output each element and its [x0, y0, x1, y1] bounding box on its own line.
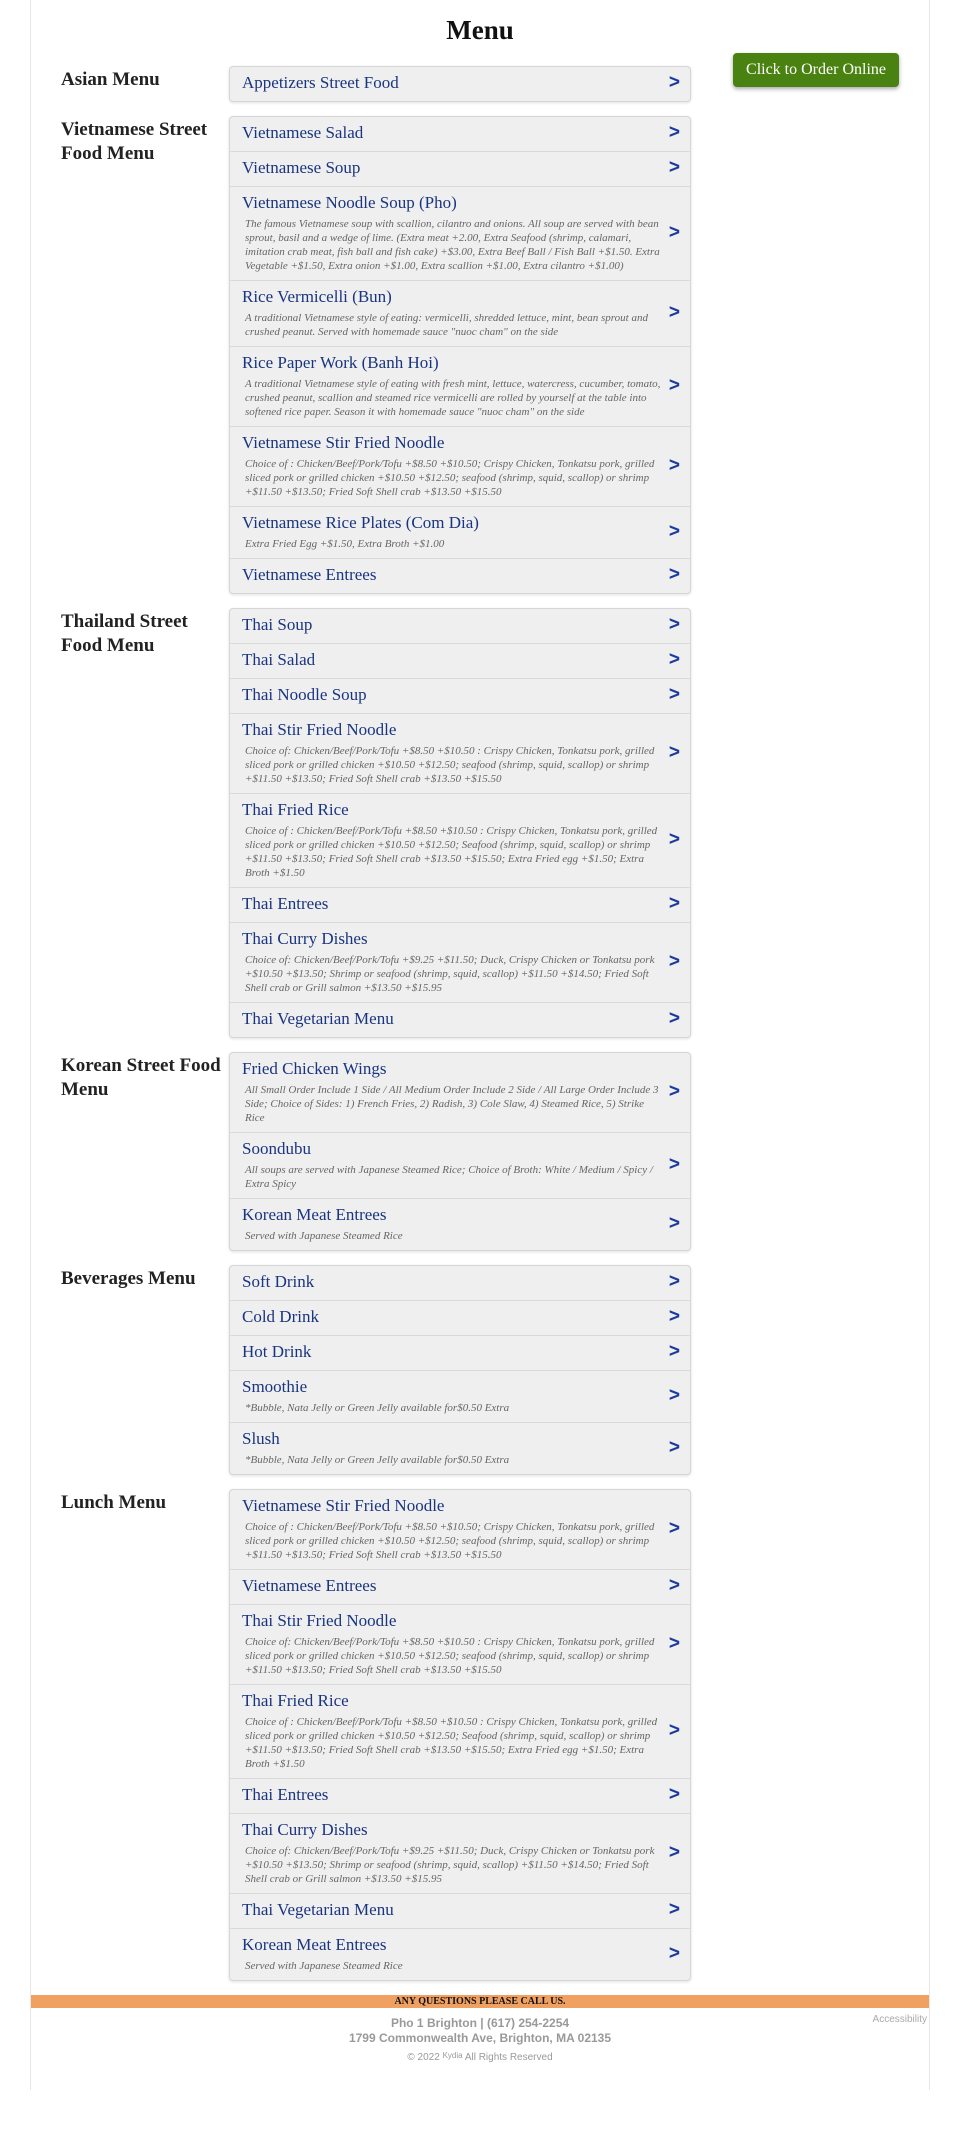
- menu-section: [61, 1489, 929, 1981]
- menu-category-item[interactable]: [230, 152, 690, 187]
- copyright: © 2022: [407, 2052, 440, 2063]
- menu-category-item[interactable]: [230, 1301, 690, 1336]
- menu-category-description: The famous Vietnamese soup with scallion, cilantro and onions. All soup are served with bean sprout, basil and a wedge of lime. (Extra meat +2.00, Extra Seafood (shrimp, calamari, imitation crab meat, fish ball and fish cake) +$3.00, Extra Beef Ball / Fish Ball +$1.50. Extra Vegetable +$1.50, Extra onion +$1.00, Extra scallion +$1.00, Extra cilantro +$1.00): [245, 218, 660, 272]
- menu-category-description: All soups are served with Japanese Steamed Rice; Choice of Broth: White / Medium / Spicy / Extra Spicy: [245, 1164, 653, 1190]
- chevron-right-icon: >: [668, 121, 680, 143]
- menu-category-description: Extra Fried Egg +$1.50, Extra Broth +$1.00: [245, 538, 445, 550]
- chevron-right-icon: >: [668, 1340, 680, 1362]
- chevron-right-icon: >: [668, 1517, 680, 1539]
- menu-category-name: Thai Curry Dishes: [242, 929, 368, 948]
- menu-category-name: Vietnamese Noodle Soup (Pho): [242, 193, 457, 212]
- menu-category-item[interactable]: [230, 507, 690, 559]
- menu-category-name: Thai Entrees: [242, 1785, 329, 1804]
- chevron-right-icon: >: [668, 683, 680, 705]
- menu-category-list: [229, 608, 691, 1038]
- menu-sections: [31, 66, 929, 1981]
- menu-category-item[interactable]: [230, 1779, 690, 1814]
- copyright-line: [31, 2048, 929, 2066]
- menu-category-item[interactable]: [230, 1371, 690, 1423]
- chevron-right-icon: >: [668, 221, 680, 243]
- page-title: Menu: [446, 15, 514, 45]
- rights: All Rights Reserved: [464, 2052, 553, 2063]
- menu-category-item[interactable]: [230, 1266, 690, 1301]
- brand-link[interactable]: Kydia: [442, 2051, 463, 2060]
- chevron-right-icon: >: [668, 563, 680, 585]
- menu-category-item[interactable]: [230, 1814, 690, 1894]
- chevron-right-icon: >: [668, 1632, 680, 1654]
- chevron-right-icon: >: [668, 1436, 680, 1458]
- menu-category-item[interactable]: [230, 1199, 690, 1250]
- footer: [31, 2008, 929, 2066]
- chevron-right-icon: >: [668, 374, 680, 396]
- menu-category-name: Thai Entrees: [242, 894, 329, 913]
- chevron-right-icon: >: [668, 1153, 680, 1175]
- phone-link[interactable]: (617) 254-2254: [486, 2016, 570, 2030]
- chevron-right-icon: >: [668, 1080, 680, 1102]
- restaurant-name: Pho 1 Brighton: [390, 2016, 477, 2030]
- menu-category-name: Vietnamese Rice Plates (Com Dia): [242, 513, 479, 532]
- menu-category-item[interactable]: [230, 923, 690, 1003]
- section-title: Vietnamese Street Food Menu: [61, 119, 208, 164]
- chevron-right-icon: >: [668, 648, 680, 670]
- menu-category-list: [229, 1265, 691, 1475]
- menu-category-description: Choice of : Chicken/Beef/Pork/Tofu +$8.50 +$10.50 : Crispy Chicken, Tonkatsu pork, grilled sliced pork or grilled chicken +$10.50 +$12.50; Seafood (shrimp, squid, scallop) or shrimp +$11.50 +$13.50; Fried Soft Shell crab +$13.50 +$15.50; Extra Fried egg +$1.50; Extra Broth +$1.50: [245, 1716, 658, 1770]
- menu-category-name: Slush: [242, 1429, 280, 1448]
- menu-category-item[interactable]: [230, 1929, 690, 1980]
- section-title: Beverages Menu: [61, 1268, 196, 1289]
- chevron-right-icon: >: [668, 1942, 680, 1964]
- menu-category-name: Hot Drink: [242, 1342, 312, 1361]
- menu-category-name: Thai Fried Rice: [242, 1691, 349, 1710]
- menu-section: [61, 116, 929, 594]
- address: 1799 Commonwealth Ave, Brighton, MA 02135: [348, 2031, 612, 2045]
- menu-category-item[interactable]: [230, 1133, 690, 1199]
- chevron-right-icon: >: [668, 1574, 680, 1596]
- chevron-right-icon: >: [668, 1719, 680, 1741]
- section-title: Korean Street Food Menu: [61, 1055, 221, 1100]
- menu-category-description: All Small Order Include 1 Side / All Medium Order Include 2 Side / All Large Order Include 3 Side; Choice of Sides: 1) French Fries, 2) Radish, 3) Cole Slaw, 4) Steamed Rice, 5) Strike Rice: [245, 1084, 659, 1124]
- chevron-right-icon: >: [668, 1384, 680, 1406]
- menu-category-description: A traditional Vietnamese style of eating: vermicelli, shredded lettuce, mint, bean sprout and crushed peanut. Served with homemade sauce "nuoc cham" on the side: [245, 312, 648, 338]
- menu-category-item[interactable]: [230, 888, 690, 923]
- menu-category-item[interactable]: [230, 679, 690, 714]
- menu-category-description: Choice of : Chicken/Beef/Pork/Tofu +$8.50 +$10.50; Crispy Chicken, Tonkatsu pork, grilled sliced pork or grilled chicken +$10.50 +$12.50; seafood (shrimp, squid, scallop) or shrimp +$11.50 +$13.50; Fried Soft Shell crab +$13.50 +$15.50: [245, 1521, 655, 1561]
- menu-category-name: Korean Meat Entrees: [242, 1935, 387, 1954]
- menu-category-name: Thai Noodle Soup: [242, 685, 367, 704]
- menu-category-name: Korean Meat Entrees: [242, 1205, 387, 1224]
- menu-category-list: [229, 66, 691, 102]
- menu-category-item[interactable]: [230, 1570, 690, 1605]
- chevron-right-icon: >: [668, 741, 680, 763]
- section-title: Thailand Street Food Menu: [61, 611, 188, 656]
- menu-category-description: Choice of: Chicken/Beef/Pork/Tofu +$9.25 +$11.50; Duck, Crispy Chicken or Tonkatsu pork +$10.50 +$13.50; Shrimp or seafood (shrimp, squid, scallop) +$11.50 +$14.50; Fried Soft Shell crab or Grill salmon +$13.50 +$15.95: [245, 954, 655, 994]
- menu-category-item[interactable]: [230, 427, 690, 507]
- menu-category-name: Rice Paper Work (Banh Hoi): [242, 353, 439, 372]
- menu-category-item[interactable]: [230, 67, 690, 101]
- menu-category-name: Thai Fried Rice: [242, 800, 349, 819]
- chevron-right-icon: >: [668, 1783, 680, 1805]
- chevron-right-icon: >: [668, 1212, 680, 1234]
- menu-category-item[interactable]: [230, 281, 690, 347]
- menu-category-description: A traditional Vietnamese style of eating with fresh mint, lettuce, watercress, cucumber, tomato, crushed peanut, scallion and steamed rice vermicelli are rolled by yourself at the table into softened rice paper. Season it with homemade sauce "nuoc cham" on the side: [245, 378, 661, 418]
- menu-category-item[interactable]: [230, 714, 690, 794]
- menu-category-item[interactable]: [230, 1490, 690, 1570]
- menu-category-list: [229, 1489, 691, 1981]
- menu-category-name: Rice Vermicelli (Bun): [242, 287, 392, 306]
- menu-category-name: Appetizers Street Food: [242, 73, 399, 92]
- menu-category-description: Choice of : Chicken/Beef/Pork/Tofu +$8.50 +$10.50; Crispy Chicken, Tonkatsu pork, grilled sliced pork or grilled chicken +$10.50 +$12.50; seafood (shrimp, squid, scallop) or shrimp +$11.50 +$13.50; Fried Soft Shell crab +$13.50 +$15.50: [245, 458, 655, 498]
- menu-category-name: Thai Soup: [242, 615, 313, 634]
- menu-category-list: [229, 116, 691, 594]
- chevron-right-icon: >: [668, 1898, 680, 1920]
- chevron-right-icon: >: [668, 613, 680, 635]
- chevron-right-icon: >: [668, 1305, 680, 1327]
- menu-category-item[interactable]: [230, 347, 690, 427]
- menu-category-item[interactable]: [230, 1894, 690, 1929]
- menu-category-name: Soondubu: [242, 1139, 311, 1158]
- menu-page: [30, 0, 930, 2090]
- chevron-right-icon: >: [668, 828, 680, 850]
- menu-category-name: Thai Stir Fried Noodle: [242, 1611, 397, 1630]
- chevron-right-icon: >: [668, 454, 680, 476]
- menu-category-name: Vietnamese Stir Fried Noodle: [242, 1496, 445, 1515]
- menu-category-name: Smoothie: [242, 1377, 308, 1396]
- section-title: Lunch Menu: [61, 1492, 167, 1513]
- chevron-right-icon: >: [668, 1007, 680, 1029]
- menu-category-name: Thai Salad: [242, 650, 316, 669]
- chevron-right-icon: >: [668, 950, 680, 972]
- menu-category-item[interactable]: [230, 1053, 690, 1133]
- menu-section: [61, 1052, 929, 1251]
- menu-category-description: *Bubble, Nata Jelly or Green Jelly available for$0.50 Extra: [245, 1402, 510, 1414]
- chevron-right-icon: >: [668, 71, 680, 93]
- menu-category-item[interactable]: [230, 1685, 690, 1779]
- menu-category-item[interactable]: [230, 1605, 690, 1685]
- menu-category-item[interactable]: [230, 609, 690, 644]
- menu-category-description: Served with Japanese Steamed Rice: [245, 1960, 403, 1972]
- menu-category-item[interactable]: [230, 794, 690, 888]
- menu-category-item[interactable]: [230, 187, 690, 281]
- chevron-right-icon: >: [668, 892, 680, 914]
- section-title: Asian Menu: [61, 69, 160, 90]
- menu-category-name: Thai Vegetarian Menu: [242, 1009, 394, 1028]
- questions-banner: ANY QUESTIONS PLEASE CALL US.: [31, 1995, 929, 2008]
- menu-category-name: Cold Drink: [242, 1307, 319, 1326]
- menu-category-description: Choice of: Chicken/Beef/Pork/Tofu +$8.50 +$10.50 : Crispy Chicken, Tonkatsu pork, grilled sliced pork or grilled chicken +$10.50 +$12.50; seafood (shrimp, squid, scallop) or shrimp +$11.50 +$13.50; Fried Soft Shell crab +$13.50 +$15.50: [245, 1636, 655, 1676]
- chevron-right-icon: >: [668, 520, 680, 542]
- menu-category-description: *Bubble, Nata Jelly or Green Jelly available for$0.50 Extra: [245, 1454, 510, 1466]
- menu-category-name: Soft Drink: [242, 1272, 315, 1291]
- chevron-right-icon: >: [668, 1270, 680, 1292]
- menu-category-item[interactable]: [230, 644, 690, 679]
- footer-contact: [31, 2016, 929, 2031]
- chevron-right-icon: >: [668, 301, 680, 323]
- menu-category-list: [229, 1052, 691, 1251]
- menu-category-name: Vietnamese Entrees: [242, 1576, 377, 1595]
- menu-category-item[interactable]: [230, 1336, 690, 1371]
- menu-category-name: Thai Vegetarian Menu: [242, 1900, 394, 1919]
- accessibility-link[interactable]: Accessibility: [872, 2014, 927, 2025]
- menu-category-description: Choice of: Chicken/Beef/Pork/Tofu +$9.25 +$11.50; Duck, Crispy Chicken or Tonkatsu pork +$10.50 +$13.50; Shrimp or seafood (shrimp, squid, scallop) +$11.50 +$14.50; Fried Soft Shell crab or Grill salmon +$13.50 +$15.95: [245, 1845, 655, 1885]
- chevron-right-icon: >: [668, 156, 680, 178]
- chevron-right-icon: >: [668, 1841, 680, 1863]
- menu-category-item[interactable]: [230, 1003, 690, 1037]
- menu-category-description: Served with Japanese Steamed Rice: [245, 1230, 403, 1242]
- menu-category-item[interactable]: [230, 1423, 690, 1474]
- menu-category-name: Vietnamese Stir Fried Noodle: [242, 433, 445, 452]
- footer-separator: |: [480, 2016, 484, 2030]
- menu-section: [61, 608, 929, 1038]
- menu-section: [61, 1265, 929, 1475]
- menu-category-description: Choice of : Chicken/Beef/Pork/Tofu +$8.50 +$10.50 : Crispy Chicken, Tonkatsu pork, grilled sliced pork or grilled chicken +$10.50 +$12.50; Seafood (shrimp, squid, scallop) or shrimp +$11.50 +$13.50; Fried Soft Shell crab +$13.50 +$15.50; Extra Fried egg +$1.50; Extra Broth +$1.50: [245, 825, 658, 879]
- menu-category-name: Thai Curry Dishes: [242, 1820, 368, 1839]
- menu-category-name: Fried Chicken Wings: [242, 1059, 387, 1078]
- menu-category-name: Vietnamese Salad: [242, 123, 364, 142]
- menu-category-name: Thai Stir Fried Noodle: [242, 720, 397, 739]
- menu-category-item[interactable]: [230, 117, 690, 152]
- order-online-button[interactable]: Click to Order Online: [733, 53, 899, 87]
- menu-category-name: Vietnamese Entrees: [242, 565, 377, 584]
- menu-category-description: Choice of: Chicken/Beef/Pork/Tofu +$8.50 +$10.50 : Crispy Chicken, Tonkatsu pork, grilled sliced pork or grilled chicken +$10.50 +$12.50; seafood (shrimp, squid, scallop) or shrimp +$11.50 +$13.50; Fried Soft Shell crab +$13.50 +$15.50: [245, 745, 655, 785]
- menu-category-item[interactable]: [230, 559, 690, 593]
- menu-category-name: Vietnamese Soup: [242, 158, 361, 177]
